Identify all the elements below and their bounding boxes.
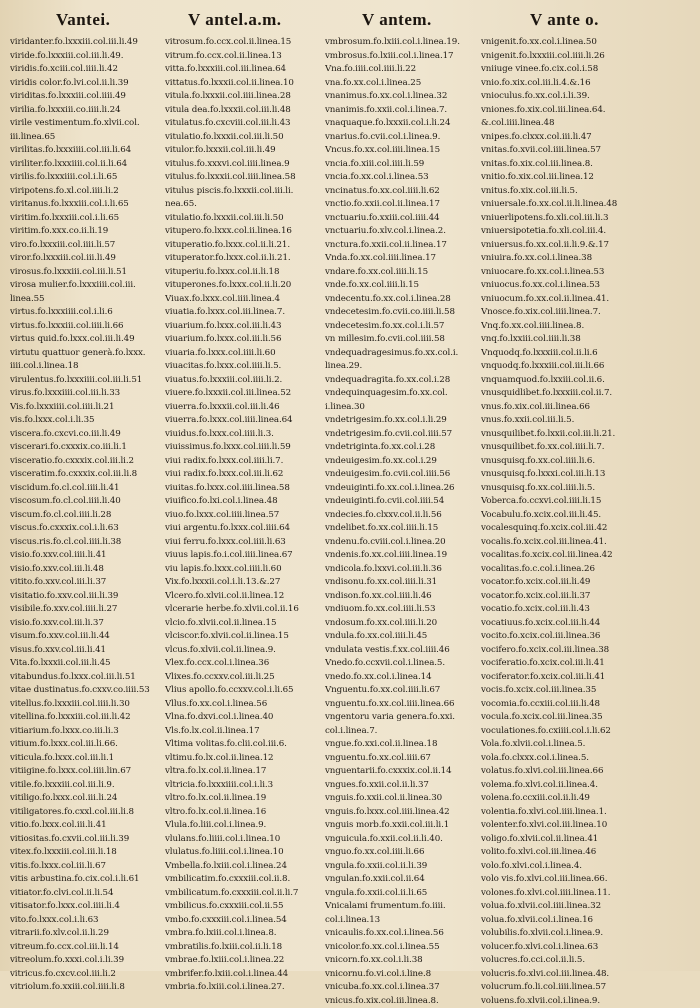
- index-entry: vnq.fo.lxxiii.col.iiii.li.38: [481, 333, 686, 347]
- index-entry: vitulatio.fo.lxxxii.col.iii.li.50: [165, 212, 335, 226]
- index-entry: vitulus.fo.xxxvi.col.iiii.linea.9: [165, 158, 335, 172]
- index-entry: vnguentarii.fo.cxxxix.col.ii.14: [325, 765, 495, 779]
- index-entry: vniuersus.fo.xx.col.ii.li.9.&.17: [481, 239, 686, 253]
- index-entry: viu lapis.fo.lxxx.col.iiii.li.60: [165, 563, 335, 577]
- index-entry: vndenu.fo.cviii.col.i.linea.20: [325, 536, 495, 550]
- index-entry: volua.fo.xlvii.col.iiii.linea.32: [481, 900, 686, 914]
- index-entry: viuifico.fo.lxi.col.i.linea.48: [165, 495, 335, 509]
- index-entry: vmbrosum.fo.lxiii.col.i.linea.19.: [325, 36, 495, 50]
- index-entry: viuerra.fo.lxxx.col.iiii.linea.64: [165, 414, 335, 428]
- index-entry: vltro.fo.lx.col.ii.linea.16: [165, 806, 335, 820]
- index-entry: vociferator.fo.xcix.col.iii.li.41: [481, 671, 686, 685]
- index-entry: virtus.fo.lxxxiii.col.iiii.li.66: [10, 320, 180, 334]
- index-entry: vituperones.fo.lxxx.col.ii.li.20: [165, 279, 335, 293]
- index-entry: viui radix.fo.lxxx.col.iiii.li.7.: [165, 455, 335, 469]
- index-entry: volena.fo.ccxiii.col.ii.li.49: [481, 792, 686, 806]
- index-entry: vmbra.fo.lxiii.col.i.linea.8.: [165, 927, 335, 941]
- index-entry: vnitus.fo.xix.col.iii.li.5.: [481, 185, 686, 199]
- index-entry: Vnq.fo.xx.col.iiii.linea.8.: [481, 320, 686, 334]
- index-entry: voluens.fo.xlvii.col.i.linea.9.: [481, 995, 686, 1008]
- index-entry: volo.fo.xlvi.col.i.linea.4.: [481, 860, 686, 874]
- index-entry: vndecentu.fo.xx.col.i.linea.28: [325, 293, 495, 307]
- index-entry: Vnquodq.fo.lxxxiii.col.ii.li.6: [481, 347, 686, 361]
- index-entry: vitellina.fo.lxxxiii.col.iii.li.42: [10, 711, 180, 725]
- index-entry: vnipes.fo.clxxx.col.iii.li.47: [481, 131, 686, 145]
- index-entry: vnguis.fo.lxxx.col.iiii.linea.42: [325, 806, 495, 820]
- index-entry: viuere.fo.lxxxii.col.iii.linea.52: [165, 387, 335, 401]
- index-entry: vitiositas.fo.cxvii.col.iii.li.39: [10, 833, 180, 847]
- index-entry: volubilis.fo.xlvii.col.i.linea.9.: [481, 927, 686, 941]
- index-entry: visus.fo.xxv.col.iii.li.41: [10, 644, 180, 658]
- index-entry: vocito.fo.xcix.col.iii.linea.36: [481, 630, 686, 644]
- index-entry: vniuersipotetia.fo.xli.col.iii.4.: [481, 225, 686, 239]
- index-entry: vnde.fo.xx.col.iiii.li.15: [325, 279, 495, 293]
- index-entry: Vllus.fo.xx.col.i.linea.56: [165, 698, 335, 712]
- index-entry: vocomia.fo.ccxiii.col.iii.li.48: [481, 698, 686, 712]
- index-entry: vnanimis.fo.xxii.col.i.linea.7.: [325, 104, 495, 118]
- index-entry: vitrum.fo.ccx.col.ii.linea.13: [165, 50, 335, 64]
- index-entry: Vlcero.fo.xlvii.col.ii.linea.12: [165, 590, 335, 604]
- index-entry: viridis color.fo.lvi.col.ii.li.39: [10, 77, 180, 91]
- index-entry: virus.fo.lxxxiiii.col.iii.li.33: [10, 387, 180, 401]
- index-entry: vocatiuus.fo.xcix.col.iii.li.44: [481, 617, 686, 631]
- index-entry: vndetrigesim.fo.xx.col.i.li.29: [325, 414, 495, 428]
- index-entry: vocator.fo.xcix.col.iii.li.49: [481, 576, 686, 590]
- index-entry: Vis.fo.lxxxiiii.col.iiii.li.21: [10, 401, 180, 415]
- index-entry: vndelibet.fo.xx.col.iiii.li.15: [325, 522, 495, 536]
- index-entry: voculationes.fo.cxiiii.col.i.li.62: [481, 725, 686, 739]
- index-entry: vnarius.fo.cvii.col.i.linea.9.: [325, 131, 495, 145]
- index-entry: vndequadragita.fo.xx.col.i.28: [325, 374, 495, 388]
- index-entry: vnquamquod.fo.lxxiii.col.ii.6.: [481, 374, 686, 388]
- index-entry: viuitas.fo.lxxx.col.iiii.linea.58: [165, 482, 335, 496]
- index-entry: Vlius apollo.fo.ccxxv.col.i.li.65: [165, 684, 335, 698]
- index-entry: virtus.fo.lxxxiiii.col.i.li.6: [10, 306, 180, 320]
- index-entry: volones.fo.xlvi.col.iiii.linea.11.: [481, 887, 686, 901]
- index-entry: vocula.fo.xcix.col.iii.linea.35: [481, 711, 686, 725]
- index-entry: viscus.fo.cxxxix.col.i.li.63: [10, 522, 180, 536]
- index-entry: viror.fo.lxxxiii.col.iii.li.49: [10, 252, 180, 266]
- index-entry: vndeuiginti.fo.cvii.col.iiii.54: [325, 495, 495, 509]
- index-entry: Vnda.fo.xx.col.iiii.linea.17: [325, 252, 495, 266]
- index-entry: vngentoru varia genera.fo.xxi.: [325, 711, 495, 725]
- index-entry: viritanus.fo.lxxxiii.col.i.li.65: [10, 198, 180, 212]
- index-entry: vniuersale.fo.xx.col.ii.li.linea.48: [481, 198, 686, 212]
- index-entry: vociferatio.fo.xcix.col.iii.li.41: [481, 657, 686, 671]
- index-entry: vmbrifer.fo.lxiii.col.i.linea.44: [165, 968, 335, 982]
- index-entry: vndeuigesim.fo.cvii.col.iiii.56: [325, 468, 495, 482]
- index-entry: vito.fo.lxxx.col.i.li.63: [10, 914, 180, 928]
- index-entry: vnquodq.fo.lxxxiii.col.iii.li.66: [481, 360, 686, 374]
- index-entry: vlcus.fo.xlvii.col.ii.linea.9.: [165, 644, 335, 658]
- index-entry: Vlex.fo.ccx.col.i.linea.36: [165, 657, 335, 671]
- index-entry: vndecetesim.fo.xx.col.i.li.57: [325, 320, 495, 334]
- index-entry: virosa mulier.fo.lxxxiiii.col.iii.: [10, 279, 180, 293]
- index-entry: viuus lapis.fo.i.col.iiii.linea.67: [165, 549, 335, 563]
- index-entry: vmbria.fo.lxiii.col.i.linea.27.: [165, 981, 335, 995]
- index-entry: Voberca.fo.ccxvi.col.iiii.li.15: [481, 495, 686, 509]
- index-entry: viro.fo.lxxxiii.col.iiii.li.57: [10, 239, 180, 253]
- index-entry: vltricia.fo.lxxxiiii.col.i.li.3: [165, 779, 335, 793]
- index-column-2: [165, 36, 335, 995]
- index-entry: vltra.fo.lx.col.ii.linea.17: [165, 765, 335, 779]
- index-entry: vitriolum.fo.xxiii.col.iiii.li.8: [10, 981, 180, 995]
- index-entry: virtus quid.fo.lxxx.col.iii.li.49: [10, 333, 180, 347]
- index-entry: volatus.fo.xlvi.col.iii.linea.66: [481, 765, 686, 779]
- index-entry: vngula.fo.xxii.col.ii.li.39: [325, 860, 495, 874]
- index-entry: vitula dea.fo.lxxxii.col.iii.li.48: [165, 104, 335, 118]
- index-entry: viuidus.fo.lxxx.col.iiii.li.3.: [165, 428, 335, 442]
- index-entry: vittatus.fo.lxxxii.col.ii.linea.10: [165, 77, 335, 91]
- index-entry: vola.fo.clxxx.col.i.linea.5.: [481, 752, 686, 766]
- index-entry: vitulus.fo.lxxxii.col.iiii.linea.58: [165, 171, 335, 185]
- index-entry: Vnedo.fo.ccxvii.col.i.linea.5.: [325, 657, 495, 671]
- index-entry: vndosum.fo.xx.col.iiii.li.20: [325, 617, 495, 631]
- index-entry: vitta.fo.lxxxiii.col.iii.linea.64: [165, 63, 335, 77]
- index-entry: visitatio.fo.xxv.col.iii.li.39: [10, 590, 180, 604]
- index-entry: vlcio.fo.xlvii.col.ii.linea.15: [165, 617, 335, 631]
- index-entry: col.i.linea.13: [325, 914, 495, 928]
- index-entry: vnguentu.fo.xx.col.iiii.67: [325, 752, 495, 766]
- index-entry: vniuocum.fo.xx.col.ii.linea.41.: [481, 293, 686, 307]
- index-entry: Vix.fo.lxxxii.col.i.li.13.&.27: [165, 576, 335, 590]
- index-entry: vocalitas.fo.xcix.col.iii.linea.42: [481, 549, 686, 563]
- index-entry: virtutu quattuor generà.fo.lxxx.: [10, 347, 180, 361]
- index-entry: vitio.fo.lxxx.col.iii.li.41: [10, 819, 180, 833]
- index-entry: Vita.fo.lxxxii.col.iii.li.45: [10, 657, 180, 671]
- column-heading-2: V antel.a.m.: [188, 10, 282, 30]
- index-entry: virosus.fo.lxxxiii.col.iii.li.51: [10, 266, 180, 280]
- index-entry: viuacitas.fo.lxxx.col.iiii.li.5.: [165, 360, 335, 374]
- index-entry: vnicorn.fo.xx.col.i.li.38: [325, 954, 495, 968]
- index-entry: vocalesquinq.fo.xcix.col.iii.42: [481, 522, 686, 536]
- index-entry: viriditas.fo.lxxxiii.col.iiii.49: [10, 90, 180, 104]
- index-entry: voligo.fo.xlvii.col.ii.linea.41: [481, 833, 686, 847]
- index-entry: nea.65.: [165, 198, 335, 212]
- index-entry: vndetriginta.fo.xx.col.i.28: [325, 441, 495, 455]
- index-entry: viridis.fo.xciii.col.iiii.li.42: [10, 63, 180, 77]
- index-entry: vlcerarie herbe.fo.xlvii.col.ii.16: [165, 603, 335, 617]
- index-entry: vngues.fo.xxii.col.ii.li.37: [325, 779, 495, 793]
- index-entry: vndisonu.fo.xx.col.iiii.li.31: [325, 576, 495, 590]
- index-entry: vmbrosus.fo.lxiii.col.i.linea.17: [325, 50, 495, 64]
- index-entry: vocalitas.fo.c.col.i.linea.26: [481, 563, 686, 577]
- index-entry: vitis arbustina.fo.cix.col.i.li.61: [10, 873, 180, 887]
- index-entry: vitis.fo.lxxx.col.iii.li.67: [10, 860, 180, 874]
- index-column-3: [325, 36, 495, 1008]
- index-entry: vmbilicatim.fo.cxxxiii.col.ii.8.: [165, 873, 335, 887]
- index-entry: vnctura.fo.xxii.col.ii.linea.17: [325, 239, 495, 253]
- index-entry: vniiuge vinee.fo.cix.col.i.58: [481, 63, 686, 77]
- index-entry: vocator.fo.xcix.col.iii.li.37: [481, 590, 686, 604]
- index-entry: vnioculus.fo.xx.col.i.li.39.: [481, 90, 686, 104]
- index-entry: Vlula.fo.liii.col.i.linea.9.: [165, 819, 335, 833]
- index-entry: viscus.ris.fo.cl.col.iiii.li.38: [10, 536, 180, 550]
- index-column-4: [481, 36, 686, 1008]
- index-entry: virulentus.fo.lxxxiiii.col.iii.li.51: [10, 374, 180, 388]
- index-entry: vmbrae.fo.lxiii.col.i.linea.22: [165, 954, 335, 968]
- index-entry: vndenis.fo.xx.col.iiii.linea.19: [325, 549, 495, 563]
- index-entry: Vna.fo.iiii.col.iiii.li.22: [325, 63, 495, 77]
- index-entry: viscosum.fo.cl.col.iiii.li.40: [10, 495, 180, 509]
- index-entry: vnguis.fo.xxii.col.ii.linea.30: [325, 792, 495, 806]
- index-entry: vnguis morb.fo.xxii.col.iii.li.1: [325, 819, 495, 833]
- index-entry: vndison.fo.xx.col.iiii.li.46: [325, 590, 495, 604]
- index-entry: Vola.fo.xlvii.col.i.linea.5.: [481, 738, 686, 752]
- index-entry: viuo.fo.lxxx.col.iiii.linea.57: [165, 509, 335, 523]
- index-entry: vnicornu.fo.vi.col.i.line.8: [325, 968, 495, 982]
- index-entry: vnusquilibet.fo.lxxii.col.iii.li.21.: [481, 428, 686, 442]
- index-entry: vitiator.fo.clvi.col.ii.li.54: [10, 887, 180, 901]
- index-entry: viui ferru.fo.lxxx.col.iiii.li.63: [165, 536, 335, 550]
- index-entry: Vnosce.fo.xix.col.iiii.linea.7.: [481, 306, 686, 320]
- index-entry: vlciscor.fo.xlvii.col.ii.linea.15: [165, 630, 335, 644]
- index-entry: vngula.fo.xxii.col.ii.li.65: [325, 887, 495, 901]
- index-entry: vitex.fo.lxxxiii.col.iii.li.18: [10, 846, 180, 860]
- index-entry: vitulor.fo.lxxxii.col.iii.li.49: [165, 144, 335, 158]
- index-entry: vndeuiginti.fo.xx.col.i.linea.26: [325, 482, 495, 496]
- index-entry: Vocabulu.fo.xcix.col.iii.li.45.: [481, 509, 686, 523]
- index-entry: viuarium.fo.lxxx.col.iii.li.56: [165, 333, 335, 347]
- index-entry: vitisator.fo.lxxx.col.iiii.li.4: [10, 900, 180, 914]
- index-entry: vnitio.fo.xix.col.iii.linea.12: [481, 171, 686, 185]
- index-entry: viride.fo.lxxxiii.col.iii.li.49.: [10, 50, 180, 64]
- index-entry: vndeuigesim.fo.xx.col.i.29: [325, 455, 495, 469]
- index-entry: volucris.fo.xlvi.col.iii.linea.48.: [481, 968, 686, 982]
- index-entry: volema.fo.xlvi.col.ii.linea.4.: [481, 779, 686, 793]
- index-entry: visio.fo.xxv.col.iiii.li.41: [10, 549, 180, 563]
- index-entry: viui radix.fo.lxxx.col.iii.li.62: [165, 468, 335, 482]
- index-entry: viticula.fo.lxxx.col.iii.li.1: [10, 752, 180, 766]
- index-entry: Vnicalami frumentum.fo.iiii.: [325, 900, 495, 914]
- index-entry: vnguicula.fo.xxii.col.ii.li.40.: [325, 833, 495, 847]
- index-entry: i.linea.30: [325, 401, 495, 415]
- index-entry: Vnguentu.fo.xx.col.iiii.li.67: [325, 684, 495, 698]
- index-entry: vitupero.fo.lxxx.col.ii.linea.16: [165, 225, 335, 239]
- index-entry: vndicola.fo.lxxvi.col.iii.li.36: [325, 563, 495, 577]
- index-entry: Vncus.fo.xx.col.iiii.linea.15: [325, 144, 495, 158]
- index-entry: vncia.fo.xx.col.i.linea.53: [325, 171, 495, 185]
- index-entry: vndequadragesimus.fo.xx.col.i.: [325, 347, 495, 361]
- index-entry: linea.29.: [325, 360, 495, 374]
- index-entry: vnigenit.fo.xx.col.i.linea.50: [481, 36, 686, 50]
- index-entry: vncia.fo.xiii.col.iiii.li.59: [325, 158, 495, 172]
- index-entry: viui argentu.fo.lxxx.col.iiii.64: [165, 522, 335, 536]
- column-heading-3: V antem.: [362, 10, 432, 30]
- index-entry: vndiuom.fo.xx.col.iiii.li.53: [325, 603, 495, 617]
- index-entry: vnusquisq.fo.xx.col.iiii.li.5.: [481, 482, 686, 496]
- index-entry: iiii.col.i.linea.18: [10, 360, 180, 374]
- index-entry: vitrosum.fo.ccx.col.ii.linea.15: [165, 36, 335, 50]
- index-entry: vitiligatores.fo.cxxl.col.iii.li.8: [10, 806, 180, 820]
- index-entry: vitreum.fo.ccx.col.iii.li.14: [10, 941, 180, 955]
- index-entry: vituperator.fo.lxxx.col.ii.li.21.: [165, 252, 335, 266]
- index-entry: volito.fo.xlvi.col.iii.linea.46: [481, 846, 686, 860]
- index-entry: vitabundus.fo.lxxx.col.iii.li.51: [10, 671, 180, 685]
- index-entry: vitiarium.fo.lxxx.co.iii.li.3: [10, 725, 180, 739]
- index-entry: iii.linea.65: [10, 131, 180, 145]
- index-entry: viscera.fo.cxcvi.co.iii.li.49: [10, 428, 180, 442]
- index-entry: Viuax.fo.lxxx.col.iiii.linea.4: [165, 293, 335, 307]
- index-entry: vitula.fo.lxxxii.col.iiii.linea.28: [165, 90, 335, 104]
- index-entry: vnus.fo.xxii.col.iii.li.5.: [481, 414, 686, 428]
- index-entry: vnitas.fo.xix.col.iii.linea.8.: [481, 158, 686, 172]
- index-entry: viuarium.fo.lxxx.col.iii.li.43: [165, 320, 335, 334]
- index-entry: vocalis.fo.xcix.col.iii.linea.41.: [481, 536, 686, 550]
- index-entry: viuissimus.fo.lxxx.col.iiii.li.59: [165, 441, 335, 455]
- index-entry: viscum.fo.cl.col.iiii.li.28: [10, 509, 180, 523]
- index-entry: vocis.fo.xcix.col.iii.linea.35: [481, 684, 686, 698]
- index-entry: vitiigine.fo.lxxx.col.iiii.lin.67: [10, 765, 180, 779]
- index-entry: vitulus piscis.fo.lxxxii.col.iii.li.: [165, 185, 335, 199]
- index-entry: viuerra.fo.lxxxii.col.iii.li.46: [165, 401, 335, 415]
- index-entry: vnigenit.fo.lxxxiii.col.iiii.li.26: [481, 50, 686, 64]
- index-entry: vnusquisq.fo.xx.col.iiii.li.6.: [481, 455, 686, 469]
- index-entry: volucres.fo.cci.col.ii.li.5.: [481, 954, 686, 968]
- index-entry: vitae dustinatus.fo.cxxv.co.iiii.53: [10, 684, 180, 698]
- index-entry: Vlixes.fo.ccxxv.col.iii.li.25: [165, 671, 335, 685]
- index-entry: visum.fo.xxv.col.iii.li.44: [10, 630, 180, 644]
- index-entry: virilitas.fo.lxxxiiii.col.iii.li.64: [10, 144, 180, 158]
- index-entry: vlulatus.fo.liiii.col.i.linea.10: [165, 846, 335, 860]
- index-entry: Vlna.fo.dxvi.col.i.linea.40: [165, 711, 335, 725]
- index-entry: vocifero.fo.xcix.col.iii.linea.38: [481, 644, 686, 658]
- index-entry: vnus.fo.xix.col.iii.linea.66: [481, 401, 686, 415]
- index-entry: vndetrigesim.fo.cvii.col.iiii.57: [325, 428, 495, 442]
- index-entry: viscerari.fo.cxxxix.co.iii.li.1: [10, 441, 180, 455]
- index-entry: visceratio.fo.cxxxix.col.iii.li.2: [10, 455, 180, 469]
- index-entry: vndulata vestis.f.xx.col.iiii.46: [325, 644, 495, 658]
- index-entry: visio.fo.xxv.col.iii.li.48: [10, 563, 180, 577]
- index-entry: vitrarii.fo.xlv.col.ii.li.29: [10, 927, 180, 941]
- index-entry: vnusquilibet.fo.xx.col.iiii.li.7.: [481, 441, 686, 455]
- index-entry: vniones.fo.xix.col.iii.linea.64.: [481, 104, 686, 118]
- index-entry: vnctuariu.fo.xlv.col.i.linea.2.: [325, 225, 495, 239]
- index-entry: viritim.fo.xxx.co.ii.li.19: [10, 225, 180, 239]
- index-entry: vnicolor.fo.xx.col.i.linea.55: [325, 941, 495, 955]
- index-entry: vnctio.fo.xxii.col.ii.linea.17: [325, 198, 495, 212]
- index-entry: vituperiu.fo.lxxx.col.ii.li.18: [165, 266, 335, 280]
- index-entry: vnicuba.fo.xx.col.i.linea.37: [325, 981, 495, 995]
- running-headers: [0, 4, 700, 38]
- index-entry: vnusquisq.fo.lxxxi.col.iii.li.13: [481, 468, 686, 482]
- index-entry: viridanter.fo.lxxxiii.col.iii.li.49: [10, 36, 180, 50]
- index-entry: vniuerlipotens.fo.xli.col.iii.li.3: [481, 212, 686, 226]
- index-entry: volua.fo.xlvii.col.i.linea.16: [481, 914, 686, 928]
- index-entry: viripotens.fo.xl.col.iiii.li.2: [10, 185, 180, 199]
- index-entry: vitricus.fo.cxcv.col.iii.li.2: [10, 968, 180, 982]
- index-entry: vnctuariu.fo.xxiii.col.iiii.44: [325, 212, 495, 226]
- index-entry: vn millesim.fo.cvii.col.iiii.58: [325, 333, 495, 347]
- index-entry: vndare.fo.xx.col.iiii.li.15: [325, 266, 495, 280]
- index-entry: vmbilicus.fo.cxxxiii.col.ii.55: [165, 900, 335, 914]
- index-entry: visio.fo.xxv.col.iii.li.37: [10, 617, 180, 631]
- index-entry: virilis.fo.lxxxiiii.col.i.li.65: [10, 171, 180, 185]
- index-entry: volucrum.fo.li.col.iiii.linea.57: [481, 981, 686, 995]
- index-entry: volenter.fo.xlvi.col.iii.linea.10: [481, 819, 686, 833]
- index-entry: vnitas.fo.xvii.col.iiii.linea.57: [481, 144, 686, 158]
- index-entry: vmbilicatum.fo.cxxxiii.col.ii.li.7: [165, 887, 335, 901]
- index-entry: viscidum.fo.cl.col.iiii.li.41: [10, 482, 180, 496]
- index-entry: vltimu.fo.lx.col.ii.linea.12: [165, 752, 335, 766]
- index-entry: vitium.fo.lxxx.col.iii.li.66.: [10, 738, 180, 752]
- index-entry: vniuocus.fo.xx.col.i.linea.53: [481, 279, 686, 293]
- index-entry: vndecies.fo.clxxv.col.ii.li.56: [325, 509, 495, 523]
- index-entry: vnicus.fo.xix.col.iii.linea.8.: [325, 995, 495, 1008]
- index-entry: vlulans.fo.liiii.col.i.linea.10: [165, 833, 335, 847]
- index-entry: vmbo.fo.cxxxiii.col.i.linea.54: [165, 914, 335, 928]
- index-entry: Vls.fo.lx.col.ii.linea.17: [165, 725, 335, 739]
- index-entry: vituperatio.fo.lxxx.col.ii.li.21.: [165, 239, 335, 253]
- index-entry: linea.55: [10, 293, 180, 307]
- index-entry: Vltima volitas.fo.clii.col.iii.6.: [165, 738, 335, 752]
- index-entry: viuatia.fo.lxxx.col.iii.linea.7.: [165, 306, 335, 320]
- index-entry: vitreolum.fo.xxxi.col.i.li.39: [10, 954, 180, 968]
- index-entry: viuatus.fo.lxxxiii.col.iiii.li.2.: [165, 374, 335, 388]
- index-entry: vniuocare.fo.xx.col.i.linea.53: [481, 266, 686, 280]
- index-entry: &.col.iiii.linea.48: [481, 117, 686, 131]
- index-entry: vnaquaque.fo.lxxxii.col.i.li.24: [325, 117, 495, 131]
- index-entry: volo vis.fo.xlvi.col.iii.linea.66.: [481, 873, 686, 887]
- index-entry: col.i.linea.7.: [325, 725, 495, 739]
- index-entry: vna.fo.xx.col.i.linea.25: [325, 77, 495, 91]
- index-entry: vitito.fo.xxv.col.iii.li.37: [10, 576, 180, 590]
- index-entry: volucer.fo.xlvi.col.i.linea.63: [481, 941, 686, 955]
- index-entry: vis.fo.lxxx.col.i.li.35: [10, 414, 180, 428]
- index-entry: vndecetesim.fo.cvii.co.iiii.li.58: [325, 306, 495, 320]
- index-entry: virilia.fo.lxxxiii.co.iiii.li.24: [10, 104, 180, 118]
- index-entry: visceratim.fo.cxxxix.col.iii.li.8: [10, 468, 180, 482]
- index-entry: vnguo.fo.xx.col.iiii.li.66: [325, 846, 495, 860]
- index-entry: vnusquidlibet.fo.lxxxiii.col.ii.7.: [481, 387, 686, 401]
- index-entry: vngulan.fo.xxii.col.ii.64: [325, 873, 495, 887]
- index-entry: volentia.fo.xlvi.col.iiii.linea.1.: [481, 806, 686, 820]
- index-entry: vitile.fo.lxxxiii.col.iii.li.9.: [10, 779, 180, 793]
- index-entry: vitulatus.fo.cxcviii.col.iii.li.43: [165, 117, 335, 131]
- index-entry: vniuira.fo.xx.col.i.linea.38: [481, 252, 686, 266]
- index-entry: vmbratilis.fo.lxiii.col.ii.li.18: [165, 941, 335, 955]
- index-entry: vitulatio.fo.lxxxii.col.iii.li.50: [165, 131, 335, 145]
- index-column-1: [10, 36, 180, 995]
- index-entry: viuaria.fo.lxxx.col.iiii.li.60: [165, 347, 335, 361]
- index-entry: vitellus.fo.lxxxiii.col.iiii.li.30: [10, 698, 180, 712]
- index-entry: vnedo.fo.xx.col.i.linea.14: [325, 671, 495, 685]
- index-entry: Vmbella.fo.lxiii.col.i.linea.24: [165, 860, 335, 874]
- index-entry: vocatio.fo.xcix.col.iii.li.43: [481, 603, 686, 617]
- index-entry: vnicaulis.fo.xx.col.i.linea.56: [325, 927, 495, 941]
- column-heading-4: V ante o.: [530, 10, 599, 30]
- index-entry: visibile.fo.xxv.col.iiii.li.27: [10, 603, 180, 617]
- index-entry: vnio.fo.xix.col.iii.li.4.&.16: [481, 77, 686, 91]
- index-entry: vitiligo.fo.lxxx.col.iii.li.24: [10, 792, 180, 806]
- index-entry: vncinatus.fo.xx.col.iiii.li.62: [325, 185, 495, 199]
- index-entry: vngue.fo.xxi.col.ii.linea.18: [325, 738, 495, 752]
- index-entry: vnguentu.fo.xx.col.iiii.linea.66: [325, 698, 495, 712]
- index-entry: viritim.fo.lxxxiii.col.i.li.65: [10, 212, 180, 226]
- index-entry: vndequinquagesim.fo.xx.col.: [325, 387, 495, 401]
- column-heading-1: Vantei.: [56, 10, 110, 30]
- index-entry: vndula.fo.xx.col.iiii.li.45: [325, 630, 495, 644]
- index-entry: viriliter.fo.lxxxiiii.col.ii.li.64: [10, 158, 180, 172]
- index-entry: vnanimus.fo.xx.col.i.linea.32: [325, 90, 495, 104]
- index-entry: virile vestimentum.fo.xlvii.col.: [10, 117, 180, 131]
- index-entry: vltro.fo.lx.col.ii.linea.19: [165, 792, 335, 806]
